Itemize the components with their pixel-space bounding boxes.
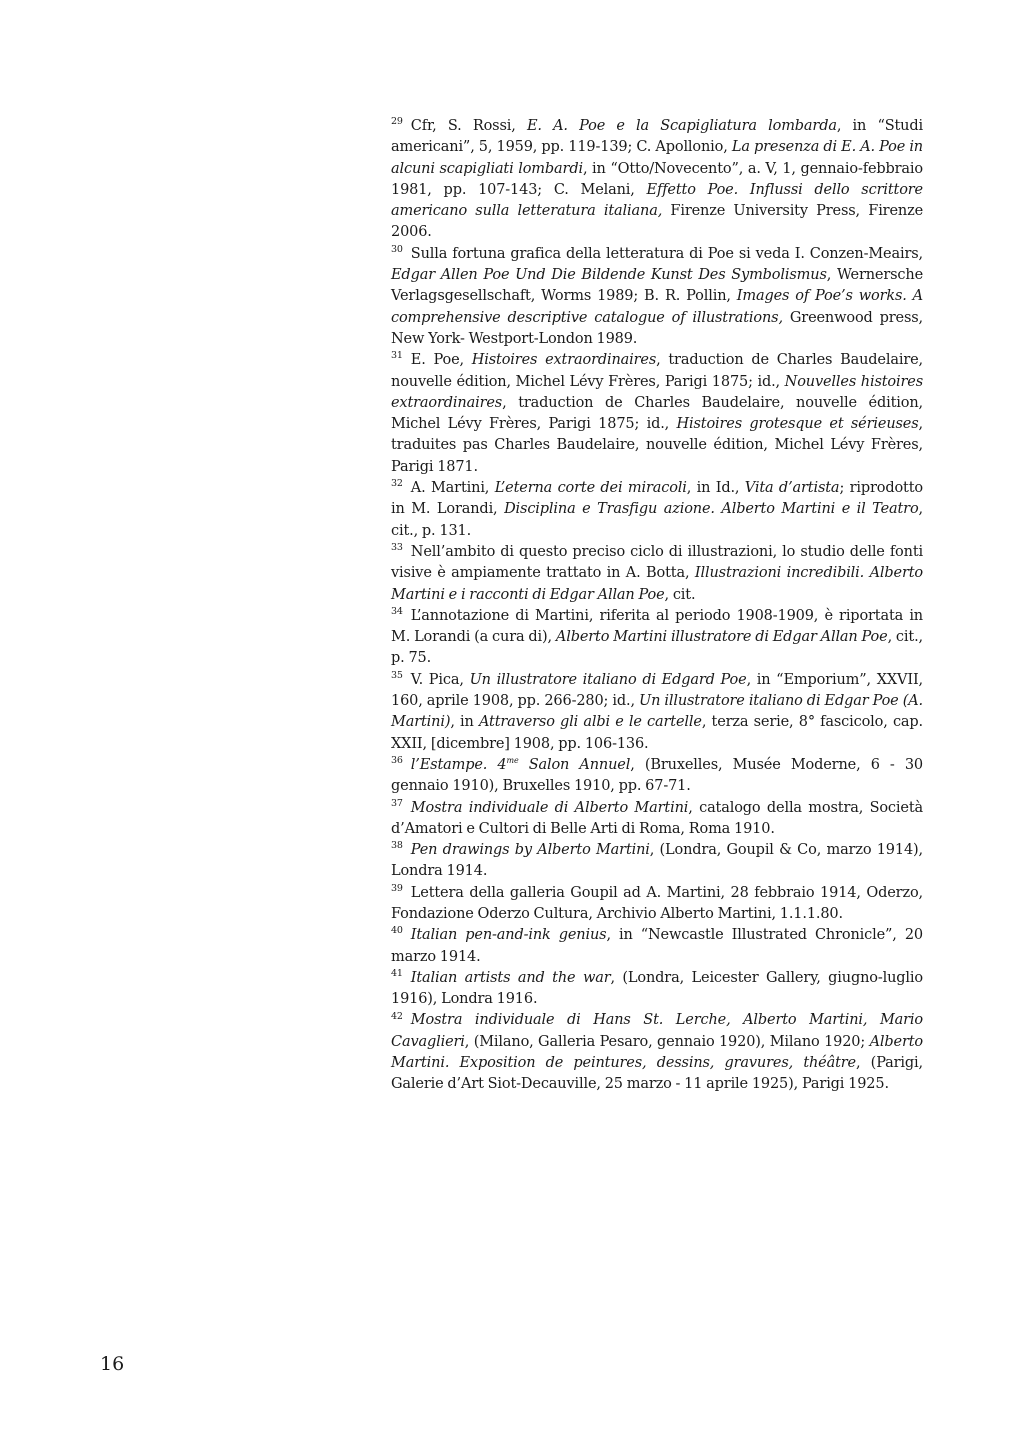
footnote-text: Lettera della galleria Goupil ad A. Martini, 28 febbraio 1914, Oderzo, Fondazione Oderzo Cultura, Archivio Alberto Martini, 1.1.1.80.	[391, 884, 923, 922]
footnote-number: 32	[391, 478, 403, 490]
footnote-number: 35	[391, 669, 403, 681]
footnote-number: 38	[391, 840, 403, 852]
footnote-text: , (Bruxelles, Musée Moderne, 6 - 30 gennaio 1910), Bruxelles 1910, pp. 67-71.	[391, 756, 924, 795]
footnote-title: Un illustratore italiano di Edgar Poe (A. Martini)	[391, 693, 923, 731]
footnote	[391, 798, 923, 841]
footnote-text: , in “Studi americani”, 5, 1959, pp. 119-139; C. Apollonio,	[391, 118, 923, 156]
footnote-title: Pen drawings by Alberto Martini	[410, 842, 650, 859]
footnote	[391, 542, 923, 606]
footnote-number: 29	[391, 116, 403, 128]
footnote-text: E. Poe,	[410, 352, 472, 369]
footnote-title: Images of Poe’s works. A comprehensive descriptive catalogue of illustrations,	[391, 288, 924, 326]
footnote-text: , catalogo della mostra, Società d’Amatori e Cultori di Belle Arti di Roma, Roma 1910.	[391, 799, 923, 837]
footnote-title: Mostra individuale di Hans St. Lerche, Alberto Martini, Mario Cavaglieri	[391, 1012, 923, 1050]
footnote-title: Alberto Martini. Exposition de peintures, dessins, gravures, théâtre	[391, 1033, 923, 1072]
footnote-text: , cit.	[664, 586, 696, 603]
footnote	[391, 840, 923, 883]
footnote-text: , traduction de Charles Baudelaire, nouvelle édition, Michel Lévy Frères, Parigi 1875; id.,	[391, 352, 923, 390]
footnote-title: Italian pen-and-ink genius	[410, 927, 607, 944]
footnote	[391, 883, 923, 926]
footnote-title: l’Estampe. 4	[410, 756, 507, 773]
footnote-text: L’annotazione di Martini, riferita al periodo 1908-1909, è riportata in M. Lorandi (a cura di),	[391, 607, 923, 646]
footnote-number: 31	[391, 350, 403, 362]
footnote-title: E. A. Poe e la Scapigliatura lombarda	[526, 118, 837, 134]
footnote-title: Disciplina e Trasfigu azione. Alberto Martini e il Teatro	[504, 501, 919, 518]
footnote-number: 39	[391, 882, 403, 894]
footnote-text: V. Pica,	[410, 671, 470, 688]
footnote-text: , traduites pas Charles Baudelaire, nouvelle édition, Michel Lévy Frères, Parigi 1871.	[391, 416, 923, 475]
footnote-text: Nell’ambito di questo preciso ciclo di illustrazioni, lo studio delle fonti visive è ampiamente trattato in A. Botta,	[391, 543, 923, 582]
footnote	[391, 116, 923, 244]
footnote	[391, 350, 923, 478]
footnote	[391, 755, 923, 798]
footnote-title: Alberto Martini illustratore di Edgar Allan Poe	[555, 629, 888, 646]
footnote-text: Cfr, S. Rossi,	[410, 118, 527, 134]
footnote-title: Un illustratore italiano di Edgard Poe	[469, 671, 747, 688]
footnote-title: Illustrazioni incredibili. Alberto Martini e i racconti di Edgar Allan Poe	[391, 565, 923, 603]
footnote-title: Mostra individuale di Alberto Martini	[410, 799, 689, 816]
footnote-title: Histoires extraordinaires	[471, 352, 657, 369]
footnote	[391, 606, 923, 670]
footnote-title: La presenza di E. A. Poe in alcuni scapigliati lombardi	[391, 139, 923, 177]
page-number: 16	[100, 1353, 125, 1375]
footnote-title: Edgar Allen Poe Und Die Bildende Kunst Des Symbolismus	[391, 267, 827, 284]
footnote-title: Nouvelles histoires extraordinaires	[391, 373, 923, 411]
footnote-title: Histoires grotesque et sérieuses	[676, 416, 919, 433]
footnote-number: 34	[391, 606, 403, 617]
footnote-text: , in	[450, 714, 479, 731]
footnote-title: Italian artists and the war	[410, 969, 611, 986]
footnote	[391, 478, 923, 542]
footnote-title: Effetto Poe. Influssi dello scrittore americano sulla letteratura italiana,	[391, 181, 923, 220]
footnote-text: ; riprodotto in M. Lorandi,	[391, 480, 923, 518]
footnote-text: Firenze University Press, Firenze 2006.	[391, 203, 923, 241]
footnote	[391, 244, 923, 350]
footnote	[391, 925, 923, 968]
footnote-text: , (Londra, Leicester Gallery, giugno-luglio 1916), Londra 1916.	[391, 969, 923, 1008]
footnote-title: Vita d’artista	[744, 480, 840, 497]
footnote-text: , in “Newcastle Illustrated Chronicle”, 20 marzo 1914.	[391, 927, 923, 965]
footnote-text: Greenwood press, New York- Westport-London 1989.	[391, 309, 923, 347]
footnote-number: 30	[391, 243, 403, 255]
footnote-text: , cit., p. 131.	[391, 501, 924, 539]
footnote-text: , in Id.,	[686, 480, 745, 497]
footnote-title: Attraverso gli albi e le cartelle	[478, 714, 702, 731]
footnote-text: , in “Emporium”, XXVII, 160, aprile 1908, pp. 266-280; id.,	[391, 671, 923, 710]
footnote-text: Sulla fortuna grafica della letteratura di Poe si veda I. Conzen-Meairs,	[410, 245, 923, 262]
footnote-title: me	[506, 756, 519, 766]
footnote-text: , (Milano, Galleria Pesaro, gennaio 1920), Milano 1920;	[464, 1033, 870, 1050]
footnote-text: , (Parigi, Galerie d’Art Siot-Decauville, 25 marzo - 11 aprile 1925), Parigi 1925.	[391, 1055, 923, 1093]
footnote-title: Salon Annuel	[518, 756, 631, 773]
footnote-text: A. Martini,	[410, 480, 495, 497]
footnote-number: 42	[391, 1010, 403, 1022]
footnote-text: , cit., p. 75.	[391, 629, 923, 667]
footnote-text: , in “Otto/Novecento”, a. V, 1, gennaio-febbraio 1981, pp. 107-143; C. Melani,	[391, 160, 923, 198]
footnote-number: 40	[391, 925, 403, 937]
footnote-number: 36	[391, 755, 403, 767]
footnote-number: 41	[391, 968, 403, 980]
footnote	[391, 670, 923, 755]
footnote-text: , terza serie, 8° fascicolo, cap. XXII, [dicembre] 1908, pp. 106-136.	[391, 714, 924, 752]
footnote-text: , (Londra, Goupil & Co, marzo 1914), Londra 1914.	[391, 842, 923, 880]
footnote-number: 33	[391, 542, 403, 554]
footnote-number: 37	[391, 797, 403, 809]
footnote-text: , Wernersche Verlagsgesellschaft, Worms 1989; B. R. Pollin,	[391, 267, 924, 305]
footnote-title: L’eterna corte dei miracoli	[494, 480, 687, 497]
footnote-text: , traduction de Charles Baudelaire, nouvelle édition, Michel Lévy Frères, Parigi 1875; id.,	[391, 394, 923, 433]
footnotes	[391, 116, 923, 1096]
footnote	[391, 968, 923, 1011]
footnote	[391, 1010, 923, 1095]
